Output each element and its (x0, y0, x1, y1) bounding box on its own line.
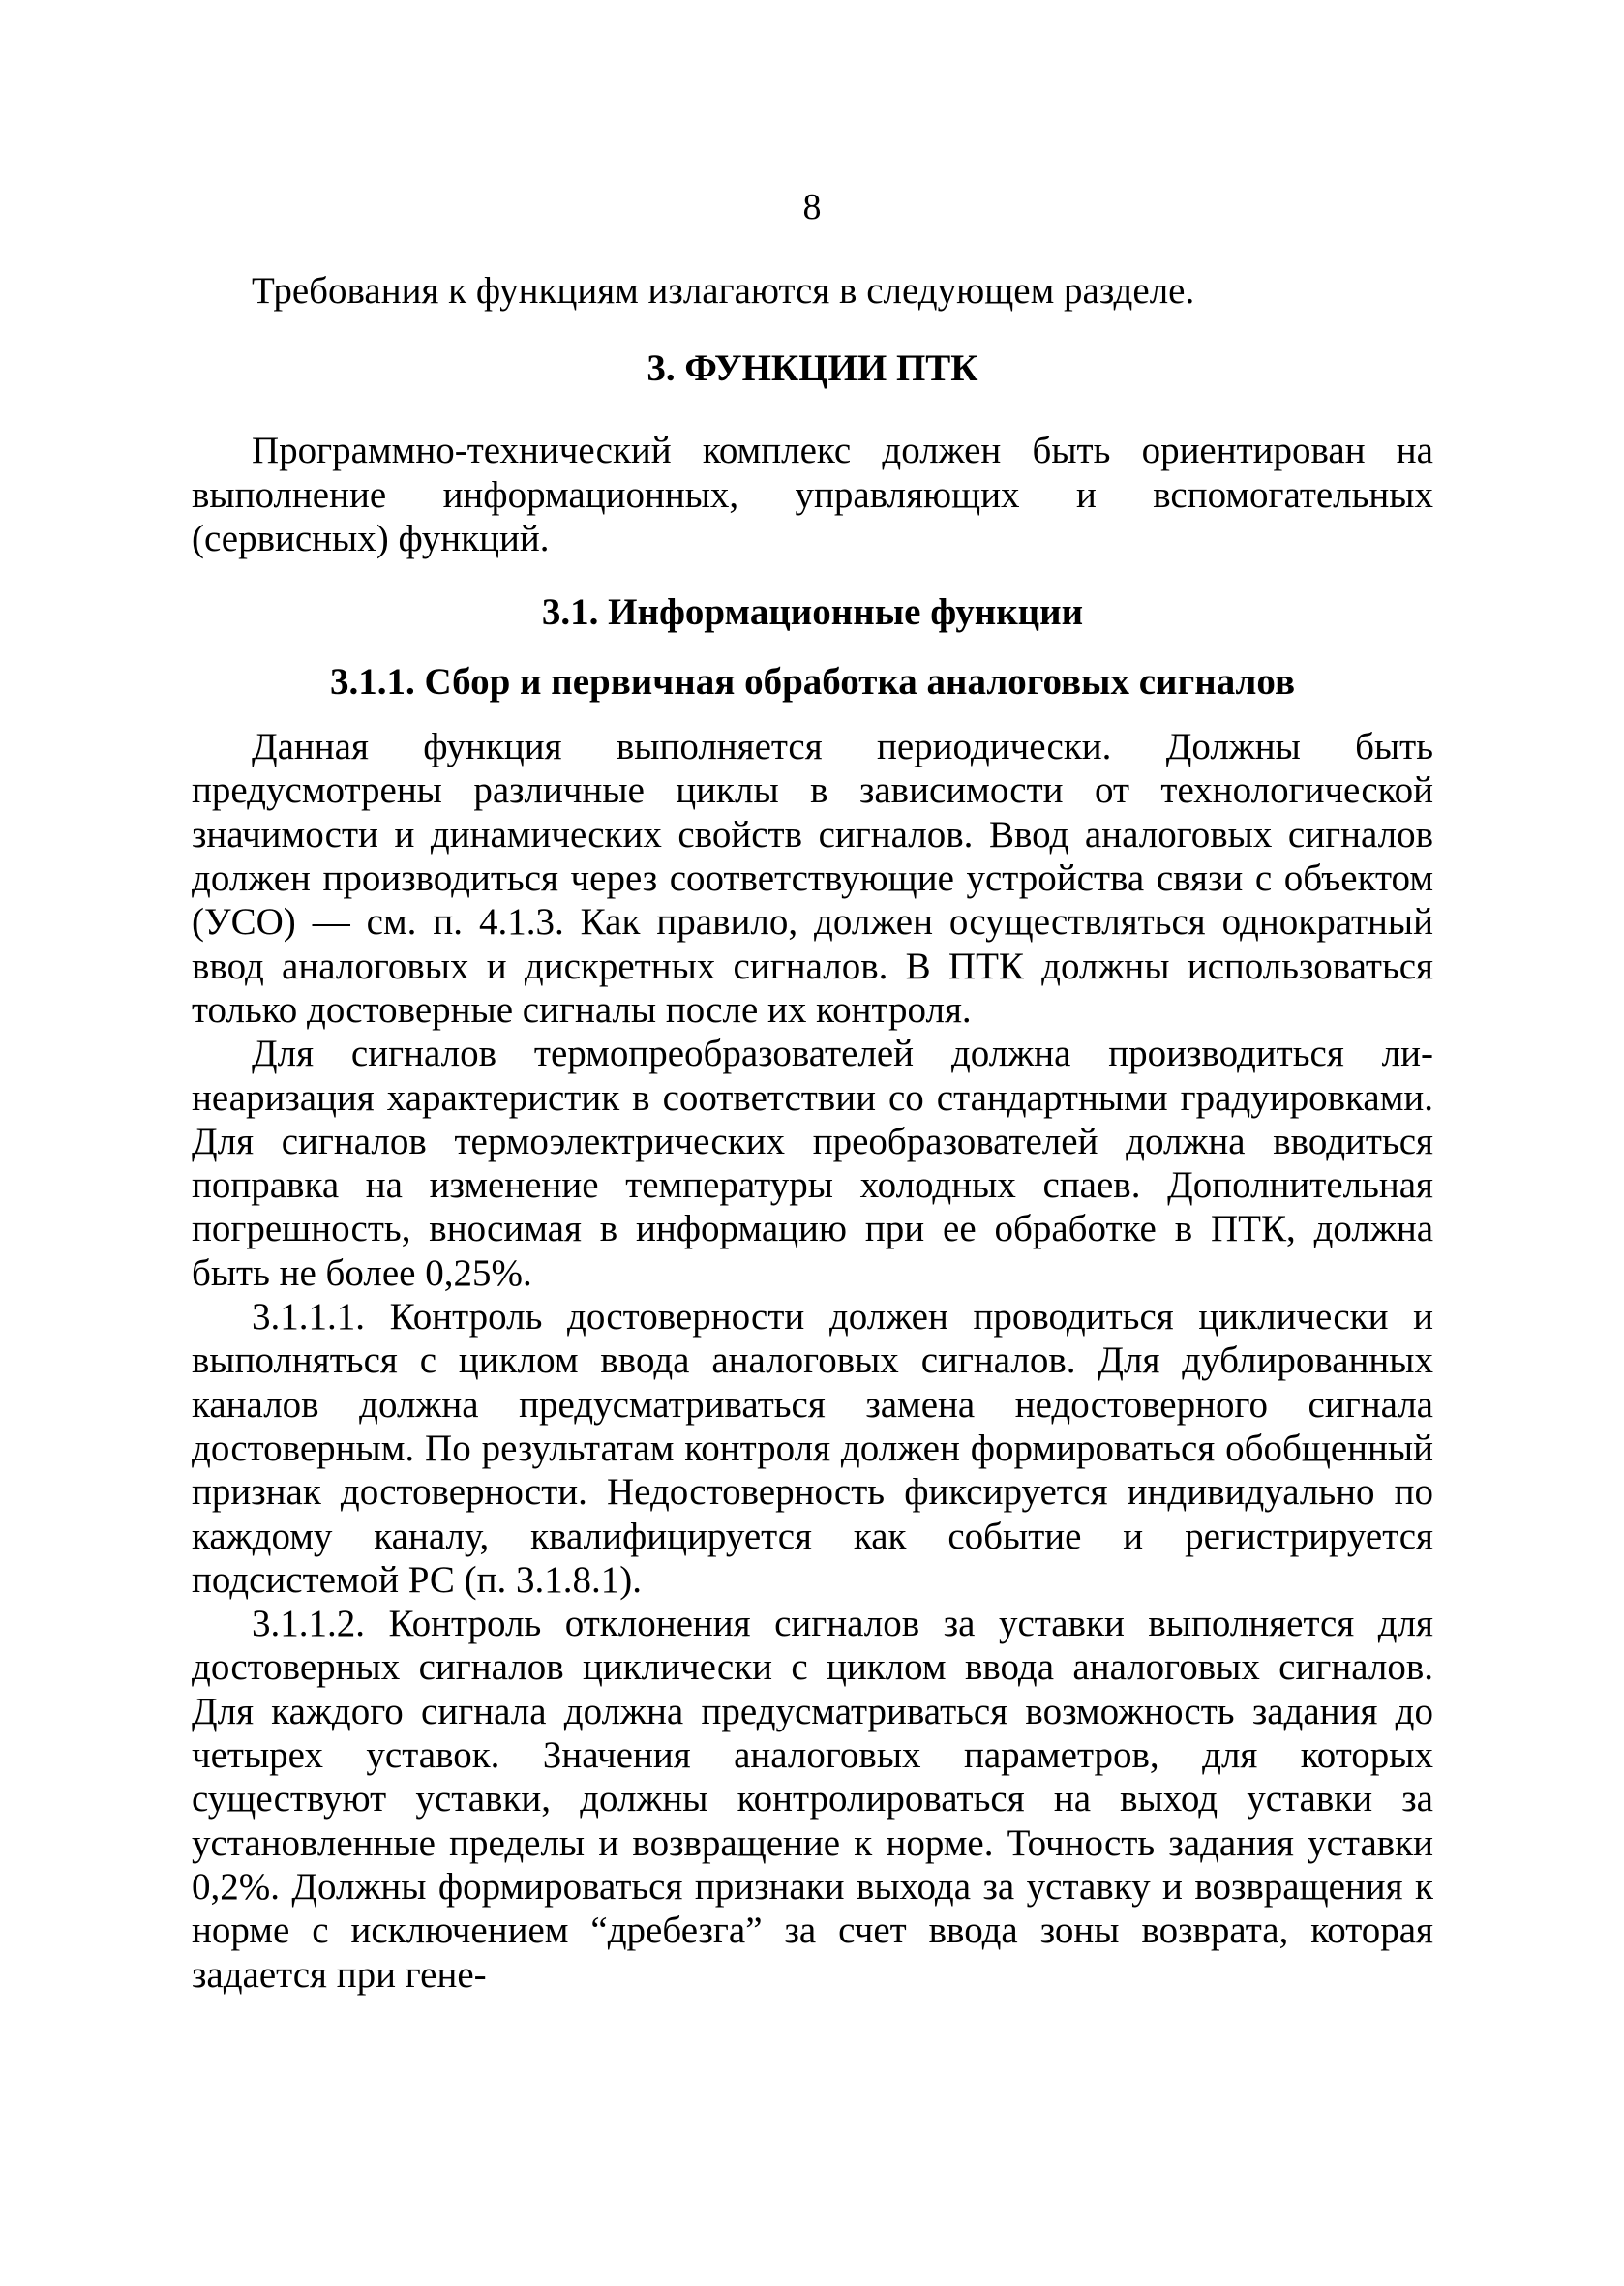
body-paragraph-3-1-1-1: 3.1.1.1. Контроль достоверности должен проводиться циклически и выполняться с циклом ввода аналоговых сигналов. Для дублированных каналов должна предусматриваться замена недостоверного сигнала достоверным. По результатам контроля должен формироваться обобщенный признак достоверности. Недостоверность фиксируется индивидуально по каждому каналу, квалифицируется как событие и регистрируется подсистемой РС (п. 3.1.8.1). (192, 1296, 1433, 1601)
section-paragraph: Программно-технический комплекс должен быть ориентирован на выполнение информационных, управляющих и вспомогательных (сервисных) функций. (192, 430, 1433, 559)
page-body (192, 269, 1433, 1997)
subsubsection-title: 3.1.1. Сбор и первичная обработка аналоговых сигналов (329, 661, 1296, 704)
section-title: 3. ФУНКЦИИ ПТК (647, 347, 978, 390)
body-paragraph-general: Данная функция выполняется периодически. Должны быть предусмотрены различные циклы в зависимости от технологической значимости и динамических свойств сигналов. Ввод аналоговых сигналов должен производиться через соответствующие устройства связи с объектом (УСО) — см. п. 4.1.3. Как правило, должен осуществляться однократный ввод аналоговых и дискретных сигналов. В ПТК должны использоваться только достоверные сигналы после их контроля. (192, 726, 1433, 1031)
body-paragraph-3-1-1-2: 3.1.1.2. Контроль отклонения сигналов за уставки выполняется для достоверных сигналов циклически с циклом ввода аналоговых сигналов. Для каждого сигнала должна предусматриваться возможность задания до четырех уставок. Значения аналоговых параметров, для которых существуют уставки, должны контролироваться на выход уставки за установленные пределы и возвращение к норме. Точность задания уставки 0,2%. Должны формироваться признаки выхода за уставку и возвращения к норме с исключением “дребезга” за счет ввода зоны возврата, которая задается при гене- (192, 1603, 1433, 1996)
body-paragraph-linearization: Для сигналов термопреобразователей должна производиться линеаризация характеристик в соответствии со стандартными градуировками. Для сигналов термоэлектрических преобразователей должна вводиться поправка на изменение температуры холодных спаев. Дополнительная погрешность, вносимая в информацию при ее обработке в ПТК, должна быть не более 0,25%. (192, 1033, 1433, 1294)
page-number: 8 (802, 187, 822, 227)
subsection-title: 3.1. Информационные функции (541, 591, 1084, 634)
intro-paragraph: Требования к функциям излагаются в следующем разделе. (252, 270, 1195, 312)
